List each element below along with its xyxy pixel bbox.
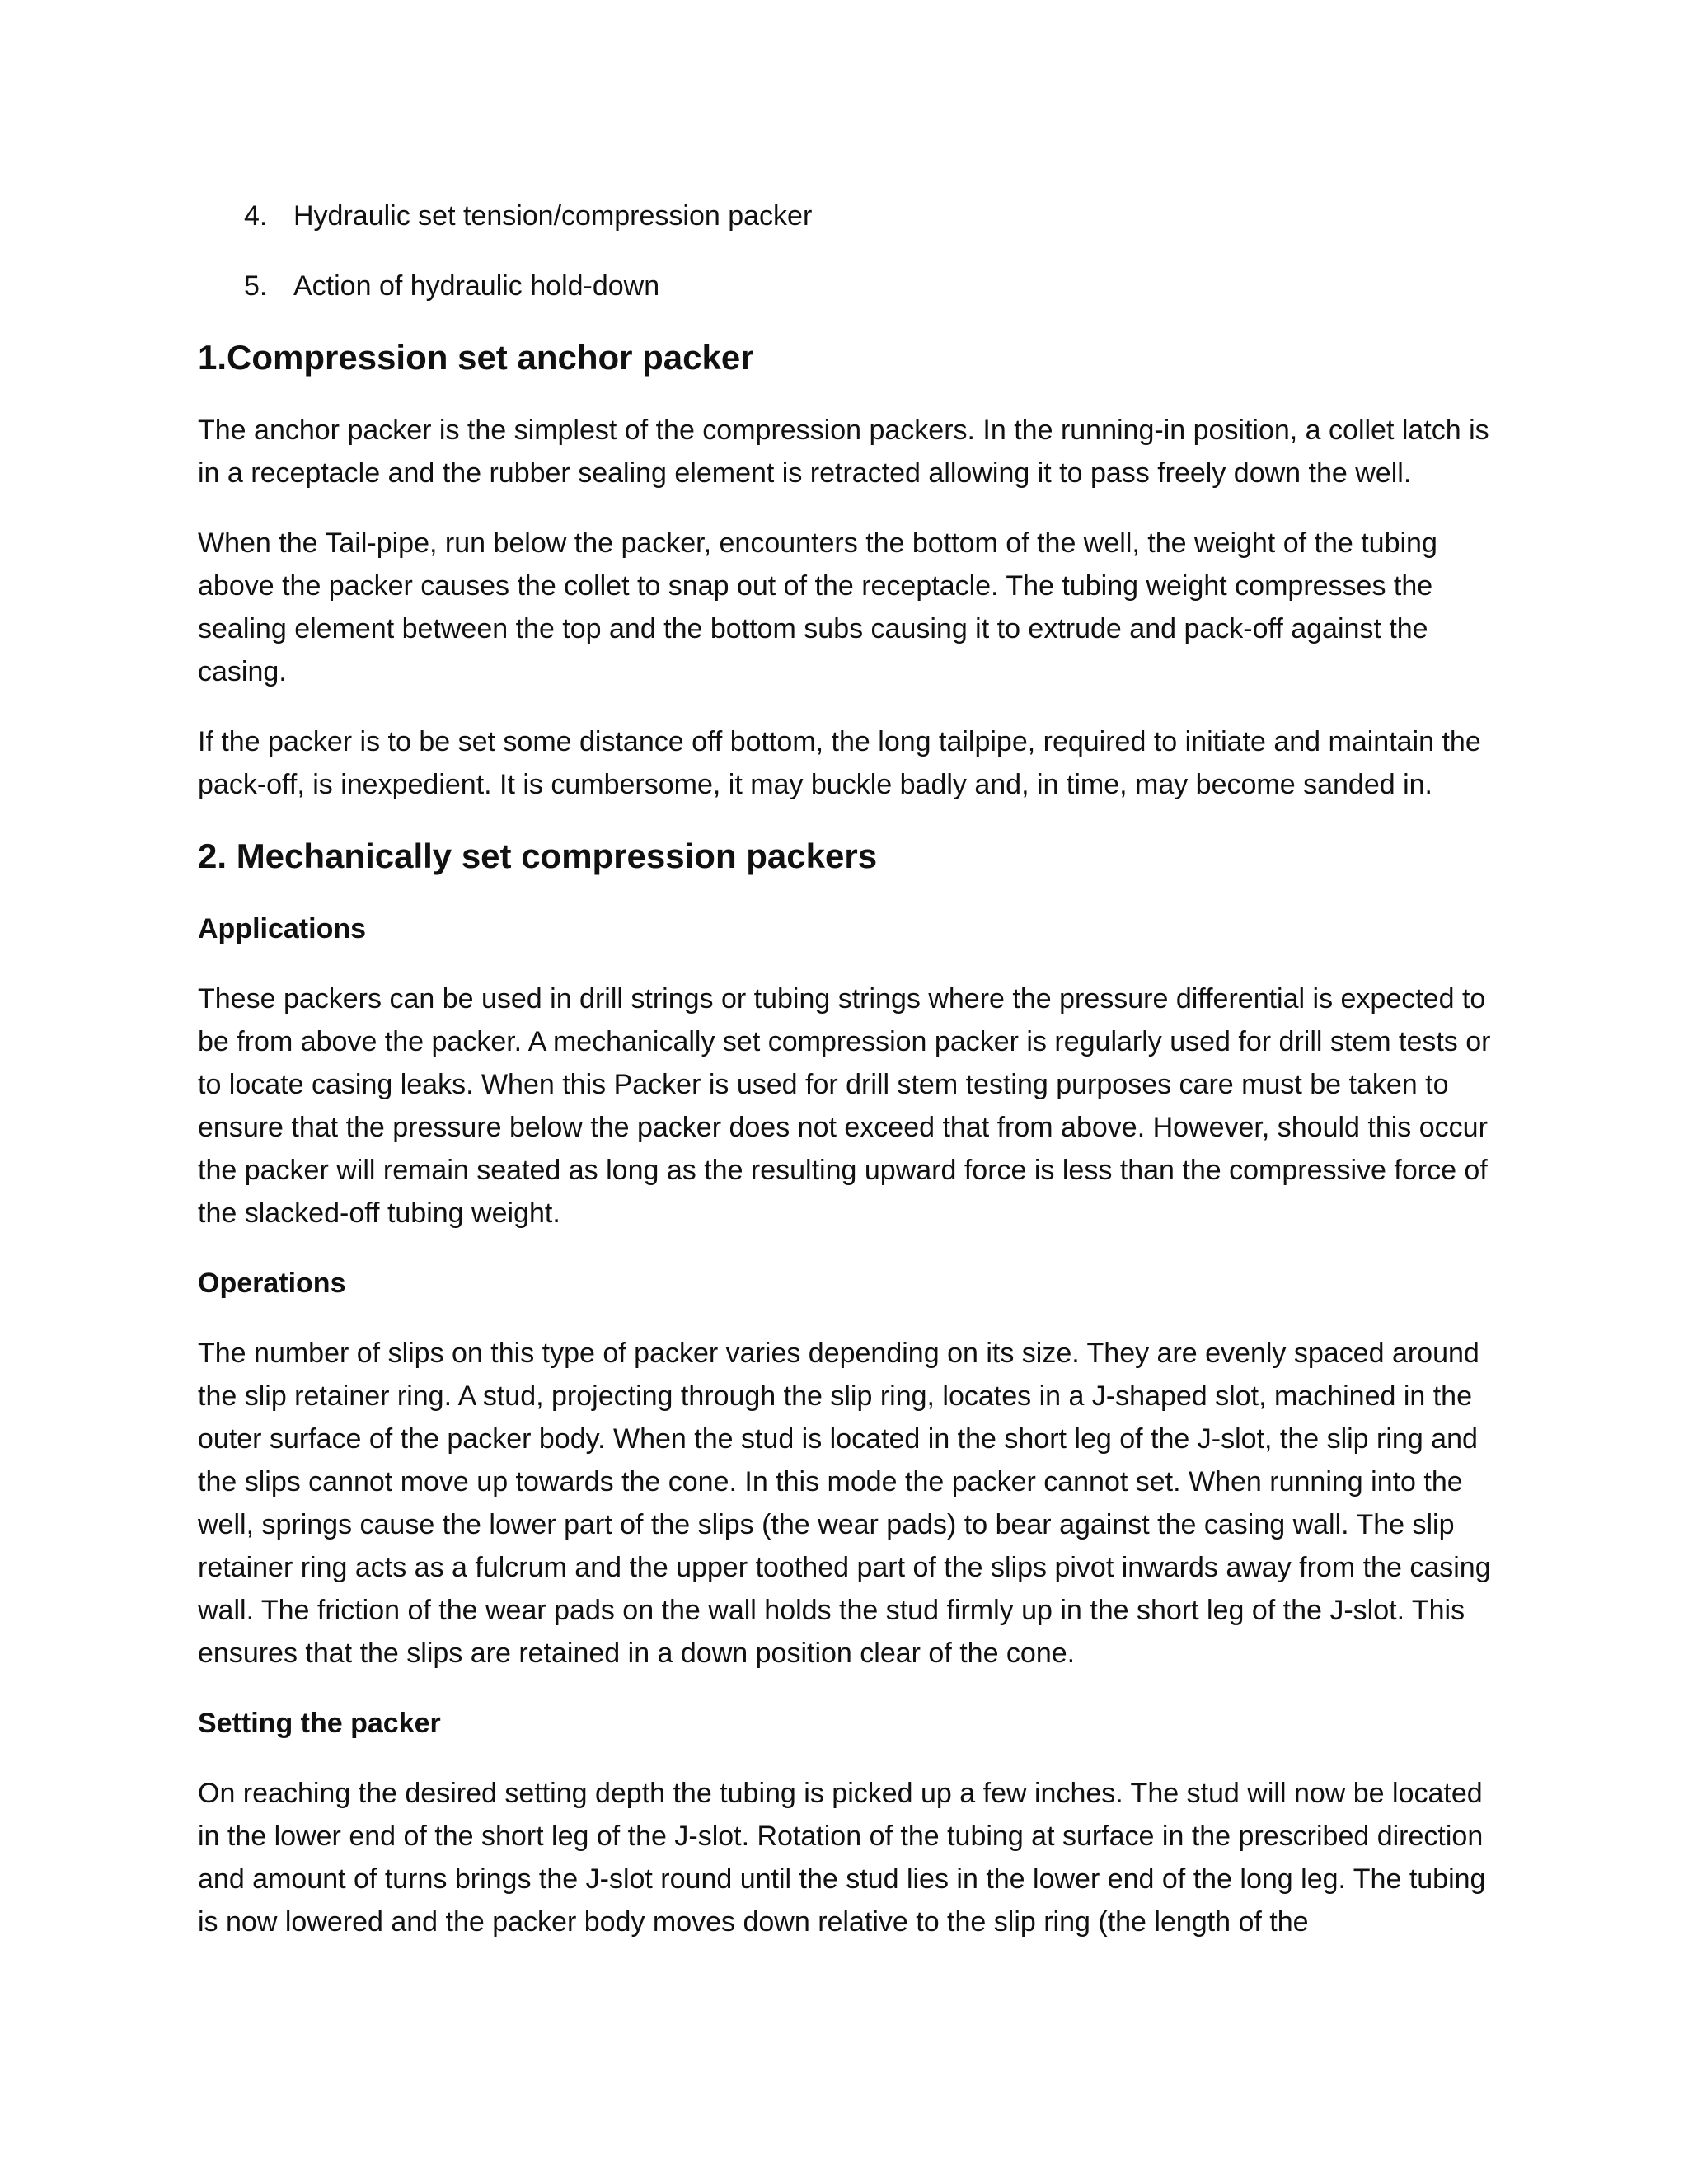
section1-heading: 1.Compression set anchor packer: [198, 338, 754, 377]
list-number: 5.: [244, 270, 268, 302]
list-text: Action of hydraulic hold-down: [293, 270, 660, 302]
setting-heading: Setting the packer: [198, 1708, 441, 1739]
setting-paragraph: On reaching the desired setting depth the tubing is picked up a few inches. The stud will now be located in the lower end of the short leg of the J-slot. Rotation of the tubing at surface in the prescribed direction and amount of turns brings the J-slot round until the stud lies in the lower end of the long leg. The tubing is now lowered and the packer body moves down relative to the slip ring (the length of the: [198, 1778, 1486, 1938]
packer-type-list: [198, 194, 1508, 307]
section1-paragraph-3: If the packer is to be set some distance off bottom, the long tailpipe, required to initiate and maintain the pack-off, is inexpedient. It is cumbersome, it may buckle badly and, in time, may become sanded in.: [198, 726, 1481, 800]
applications-paragraph: These packers can be used in drill strings or tubing strings where the pressure differential is expected to be from above the packer. A mechanically set compression packer is regularly used for drill stem tests or to locate casing leaks. When this Packer is used for drill stem testing purposes care must be taken to ensure that the pressure below the packer does not exceed that from above. However, should this occur the packer will remain seated as long as the resulting upward force is less than the compressive force of the slacked-off tubing weight.: [198, 983, 1491, 1229]
list-text: Hydraulic set tension/compression packer: [293, 200, 813, 232]
operations-paragraph: The number of slips on this type of packer varies depending on its size. They are evenly spaced around the slip retainer ring. A stud, projecting through the slip ring, locates in a J-shaped slot, machined in the outer surface of the packer body. When the stud is located in the short leg of the J-slot, the slip ring and the slips cannot move up towards the cone. In this mode the packer cannot set. When running into the well, springs cause the lower part of the slips (the wear pads) to bear against the casing wall. The slip retainer ring acts as a fulcrum and the upper toothed part of the slips pivot inwards away from the casing wall. The friction of the wear pads on the wall holds the stud firmly up in the short leg of the J-slot. This ensures that the slips are retained in a down position clear of the cone.: [198, 1338, 1491, 1669]
applications-heading: Applications: [198, 913, 367, 944]
section1-paragraph-1: The anchor packer is the simplest of the compression packers. In the running-in position, a collet latch is in a receptacle and the rubber sealing element is retracted allowing it to pass freely down the well.: [198, 415, 1489, 489]
operations-heading: Operations: [198, 1268, 346, 1299]
section2-heading: 2. Mechanically set compression packers: [198, 837, 878, 875]
list-item: [198, 265, 1508, 307]
document-body: [198, 194, 1508, 1971]
list-item: [198, 194, 1508, 237]
section1-paragraph-2: When the Tail-pipe, run below the packer, encounters the bottom of the well, the weight of the tubing above the packer causes the collet to snap out of the receptacle. The tubing weight compresses the sealing element between the top and the bottom subs causing it to extrude and pack-off against the casing.: [198, 527, 1437, 687]
list-number: 4.: [244, 200, 268, 232]
